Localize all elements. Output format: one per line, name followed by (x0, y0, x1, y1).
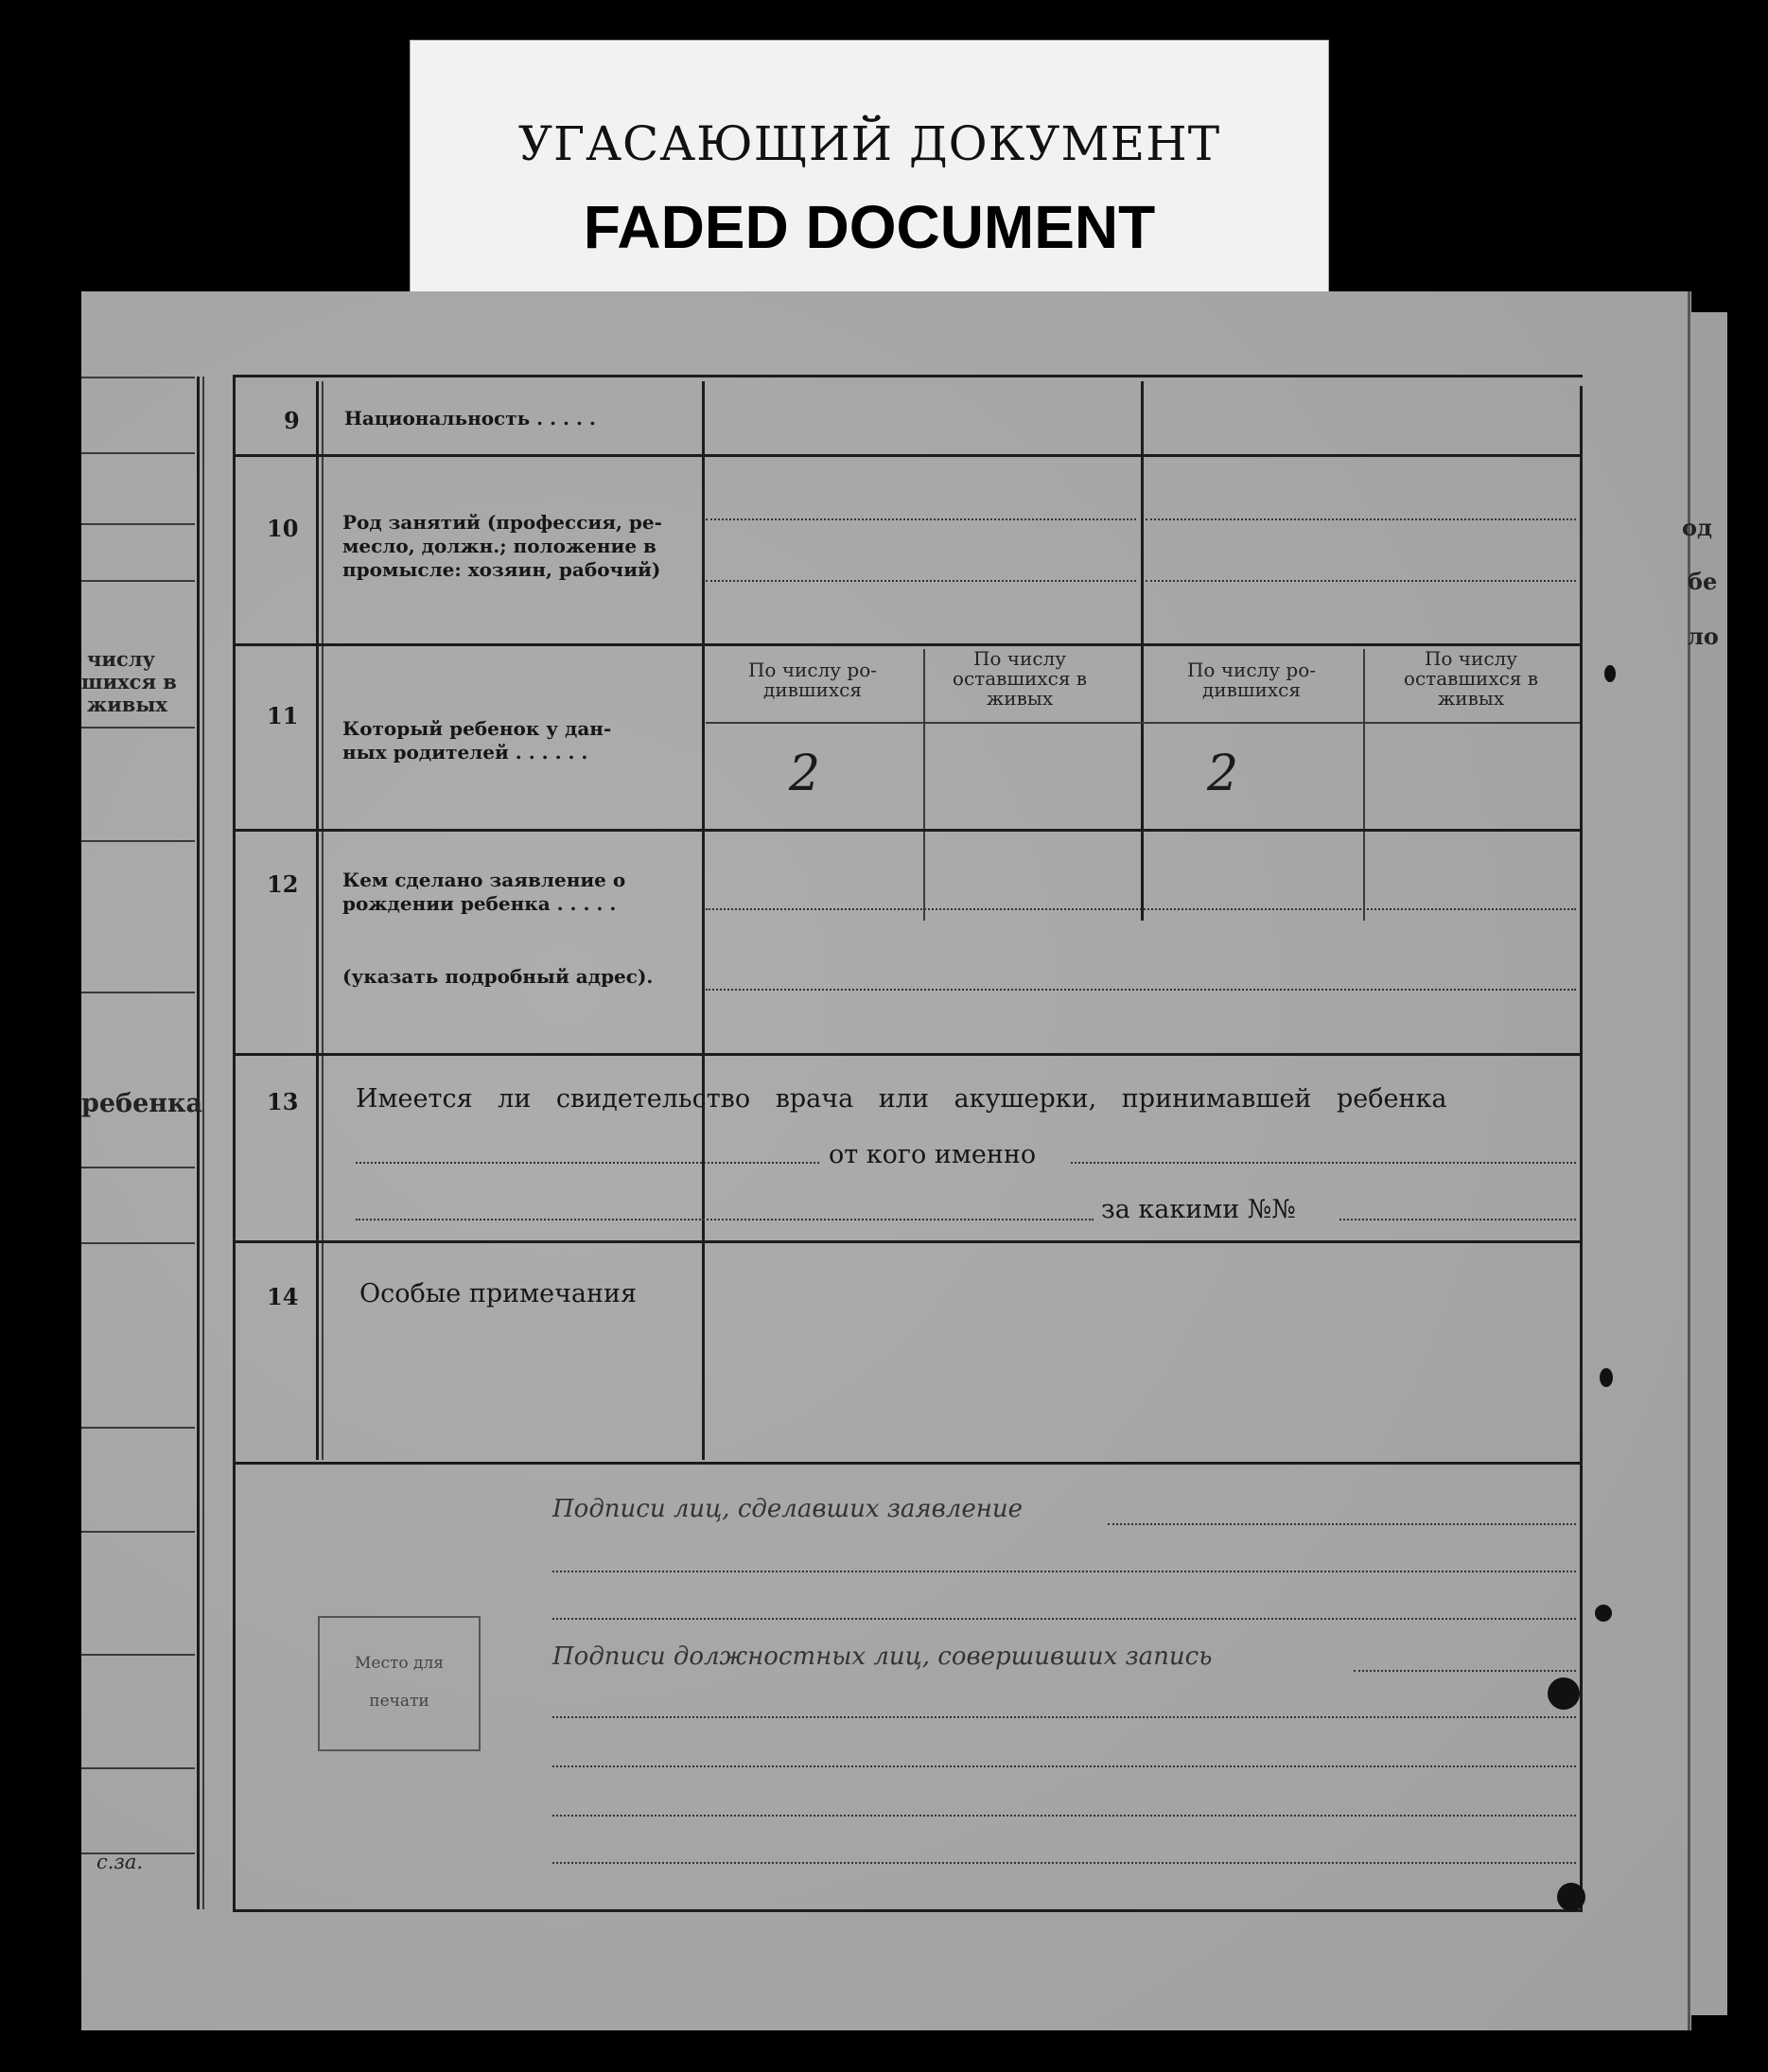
right-fragment-3: ло (1688, 623, 1719, 650)
row11-label-line1: Который ребенок у дан- (342, 717, 612, 740)
label-card (410, 40, 1329, 300)
row9-number: 9 (284, 407, 300, 434)
row12-label-line3: (указать подробный адрес). (342, 965, 654, 988)
row13-text-numbers: за какими №№ (1101, 1195, 1296, 1224)
row13-text-from: от кого именно (829, 1140, 1037, 1169)
signature-applicants-label: Подписи лиц, сделавших заявление (552, 1495, 1023, 1523)
signature-officials-label: Подписи должностных лиц, совершивших запись (552, 1642, 1213, 1671)
row11-value-born-1: 2 (789, 746, 821, 802)
record-sheet (81, 291, 1719, 2030)
row12-number: 12 (267, 870, 299, 898)
row11-col-born-2: По числу ро- дившихся (1186, 658, 1317, 701)
row11-col-alive-2: По числу оставшихся в живых (1403, 647, 1539, 710)
stamp-place-box (318, 1616, 481, 1751)
row11-value-born-2: 2 (1207, 746, 1239, 802)
label-title-en: FADED DOCUMENT (583, 193, 1156, 261)
row11-label-line2: ных родителей . . . . . . (342, 741, 588, 764)
ink-blot (1604, 665, 1616, 682)
row11-number: 11 (267, 702, 299, 729)
stamp-place-line2: печати (369, 1692, 429, 1711)
left-fragment-1: числу (87, 647, 155, 671)
ink-blot (1600, 1368, 1613, 1387)
stamp-place-line1: Место для (354, 1654, 445, 1673)
left-fragment-5: с.за. (96, 1851, 144, 1873)
right-fragment-1: од (1682, 514, 1713, 541)
ink-blot (1548, 1677, 1580, 1710)
row12-label-line2: рождении ребенка . . . . . (342, 892, 617, 915)
row14-number: 14 (267, 1283, 299, 1310)
row11-col-born: По числу ро- дившихся (747, 658, 878, 701)
row9-label: Национальность . . . . . (344, 407, 596, 430)
label-title-ru: УГАСАЮЩИЙ ДОКУМЕНТ (517, 116, 1221, 171)
left-fragment-3: живых (87, 693, 167, 716)
right-fragment-2: бе (1688, 568, 1718, 595)
row10-number: 10 (267, 515, 299, 542)
row11-col-alive: По числу оставшихся в живых (952, 647, 1088, 710)
row10-label-line2: месло, должн.; положение в (342, 535, 656, 557)
row14-label: Особые примечания (359, 1279, 638, 1308)
row10-label-line3: промысле: хозяин, рабочий) (342, 558, 661, 581)
row10-label-line1: Род занятий (профессия, ре- (342, 511, 662, 534)
left-fragment-4: ребенка (81, 1089, 202, 1118)
row13-text-line1: Имеется ли свидетельство врача или акушерки, принимавшей ребенка (356, 1084, 1447, 1114)
ink-blot (1595, 1605, 1612, 1622)
row13-number: 13 (267, 1088, 299, 1115)
row12-label-line1: Кем сделано заявление о (342, 869, 626, 891)
ink-blot (1557, 1883, 1585, 1911)
left-fragment-2: шихся в (81, 670, 177, 694)
